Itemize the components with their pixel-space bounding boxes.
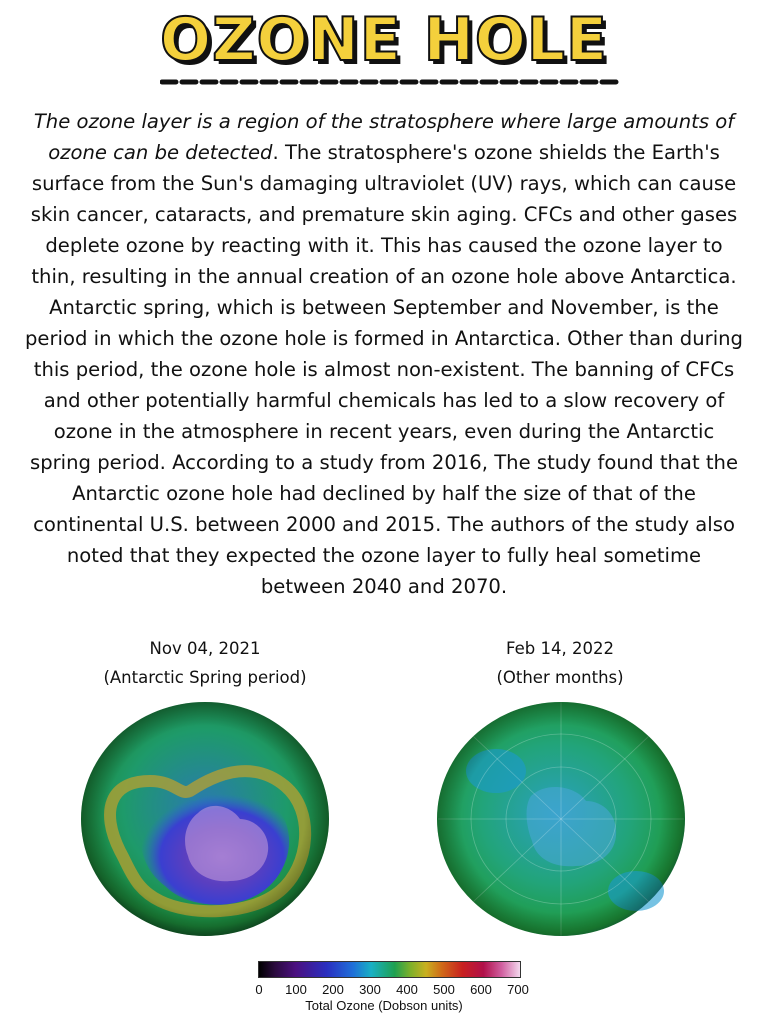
description-intro: The ozone layer is a region of the stratosphere where large amounts of ozone can be detected bbox=[33, 110, 735, 164]
colorbar-tick: 600 bbox=[470, 982, 492, 997]
colorbar bbox=[0, 960, 768, 1020]
colorbar-tick: 100 bbox=[285, 982, 307, 997]
colorbar-tick: 300 bbox=[359, 982, 381, 997]
colorbar-tick: 0 bbox=[255, 982, 263, 997]
colorbar-label: Total Ozone (Dobson units) bbox=[305, 998, 463, 1013]
ozone-map-feb-2022 bbox=[436, 701, 686, 937]
colorbar-tick: 400 bbox=[396, 982, 418, 997]
map-date: Nov 04, 2021 bbox=[149, 639, 261, 658]
title-dashed-underline bbox=[160, 78, 620, 86]
colorbar-gradient bbox=[258, 961, 521, 978]
map-caption-spring bbox=[70, 634, 340, 692]
title-container bbox=[0, 4, 768, 76]
ozone-map-nov-2021 bbox=[80, 701, 330, 937]
map-date: Feb 14, 2022 bbox=[506, 639, 614, 658]
description-paragraph bbox=[22, 106, 746, 602]
colorbar-tick: 500 bbox=[433, 982, 455, 997]
map-period: (Other months) bbox=[496, 668, 624, 687]
colorbar-tick: 700 bbox=[507, 982, 529, 997]
map-caption-other bbox=[425, 634, 695, 692]
colorbar-tick: 200 bbox=[322, 982, 344, 997]
map-period: (Antarctic Spring period) bbox=[103, 668, 307, 687]
description-body: . The stratosphere's ozone shields the Earth's surface from the Sun's damaging ultraviolet (UV) rays, which can cause skin cancer, cataracts, and premature skin aging. CFCs and other gases deplete ozone by reacting with it. This has caused the ozone layer to thin, resulting in the annual creation of an ozone hole above Antarctica. Antarctic spring, which is between September and November, is the period in which the ozone hole is formed in Antarctica. Other than during this period, the ozone hole is almost non-existent. The banning of CFCs and other potentially harmful chemicals has led to a slow recovery of ozone in the atmosphere in recent years, even during the Antarctic spring period. According to a study from 2016, The study found that the Antarctic ozone hole had declined by half the size of that of the continental U.S. between 2000 and 2015. The authors of the study also noted that they expected the ozone layer to fully heal sometime between 2040 and 2070. bbox=[25, 141, 743, 598]
page-title: OZONE HOLE bbox=[159, 5, 609, 75]
